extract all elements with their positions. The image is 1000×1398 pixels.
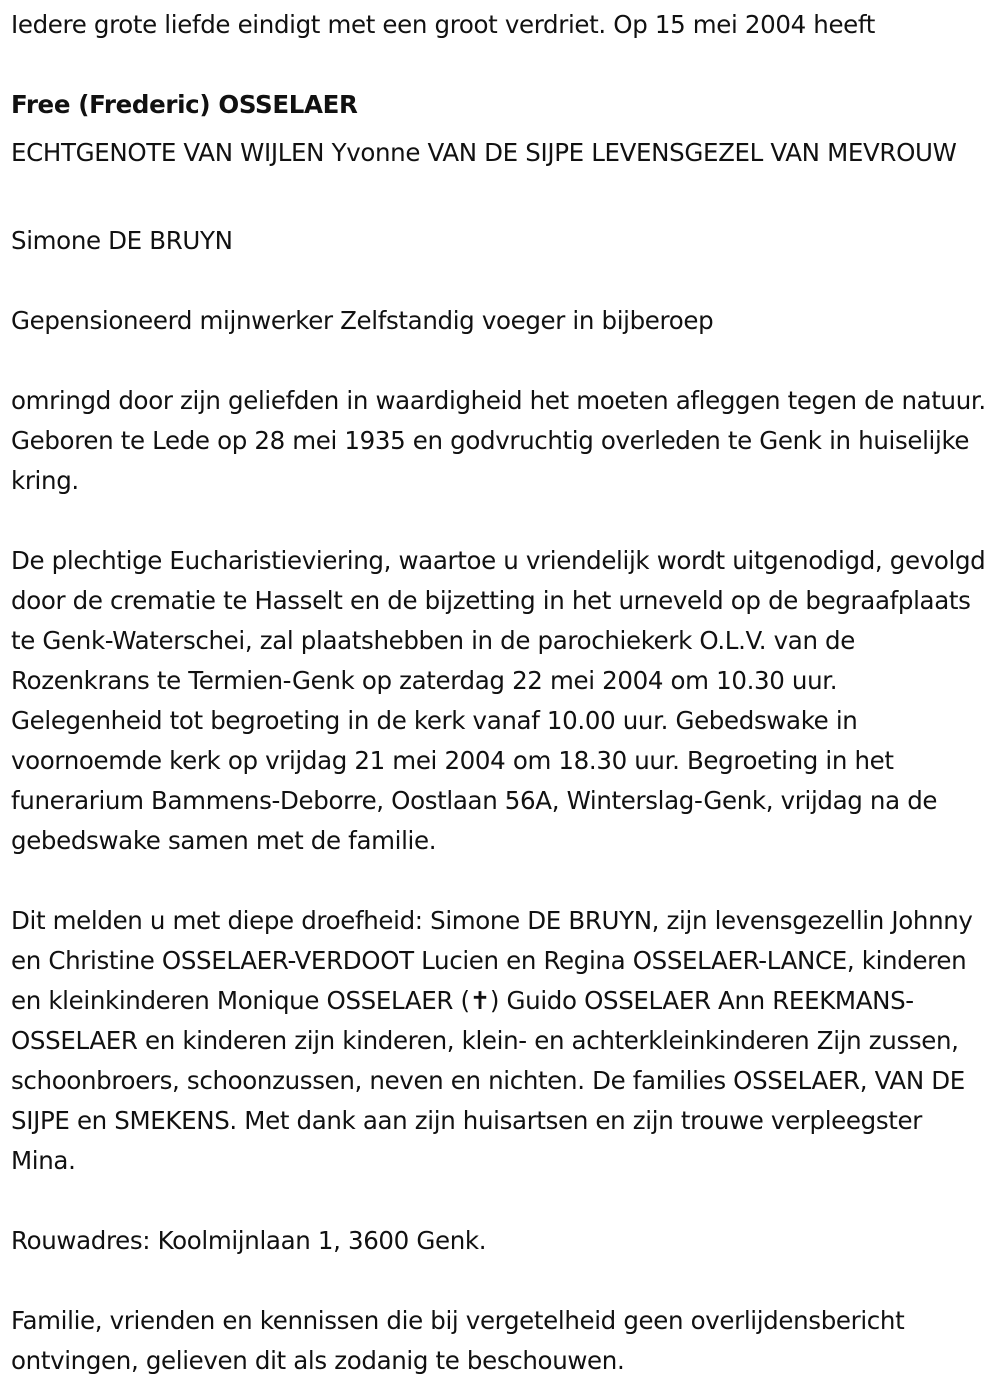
family-announcement-paragraph: Dit melden u met diepe droefheid: Simone DE BRUYN, zijn levensgezellin Johnny en Christine OSSELAER-VERDOOT Lucien en Regina OSSELAER-LANCE, kinderen en kleinkinderen Monique OSSELAER (✝) Guido OSSELAER Ann REEKMANS-OSSELAER en kinderen zijn kinderen, klein- en achterkleinkinderen Zijn zussen, schoonbroers, schoonzussen, neven en nichten. De families OSSELAER, VAN DE SIJPE en SMEKENS. Met dank aan zijn huisartsen en zijn trouwe verpleegster Mina. [11, 906, 973, 1175]
intro-text: Iedere grote liefde eindigt met een groot verdriet. Op 15 mei 2004 heeft [11, 10, 875, 39]
funeral-details-paragraph: De plechtige Eucharistieviering, waartoe u vriendelijk wordt uitgenodigd, gevolgd door de crematie te Hasselt en de bijzetting in het urneveld op de begraafplaats te Genk-Waterschei, zal plaatshebben in de parochiekerk O.L.V. van de Rozenkrans te Termien-Genk op zaterdag 22 mei 2004 om 10.30 uur. Gelegenheid tot begroeting in de kerk vanaf 10.00 uur. Gebedswake in voornoemde kerk op vrijdag 21 mei 2004 om 18.30 uur. Begroeting in het funerarium Bammens-Deborre, Oostlaan 56A, Winterslag-Genk, vrijdag na de gebedswake samen met de familie. [11, 546, 986, 855]
deceased-name: Free (Frederic) OSSELAER [11, 90, 358, 119]
partner-name: Simone DE BRUYN [11, 226, 233, 255]
birth-death-paragraph: omringd door zijn geliefden in waardigheid het moeten afleggen tegen de natuur. Geboren te Lede op 28 mei 1935 en godvruchtig overleden te Genk in huiselijke kring. [11, 386, 986, 495]
spouse-line: ECHTGENOTE VAN WIJLEN Yvonne VAN DE SIJPE LEVENSGEZEL VAN MEVROUW [11, 138, 957, 167]
closing-paragraph: Familie, vrienden en kennissen die bij vergetelheid geen overlijdensbericht ontvingen, gelieven dit als zodanig te beschouwen. [11, 1306, 905, 1375]
mourning-address: Rouwadres: Koolmijnlaan 1, 3600 Genk. [11, 1226, 487, 1255]
occupation-text: Gepensioneerd mijnwerker Zelfstandig voeger in bijberoep [11, 306, 714, 335]
